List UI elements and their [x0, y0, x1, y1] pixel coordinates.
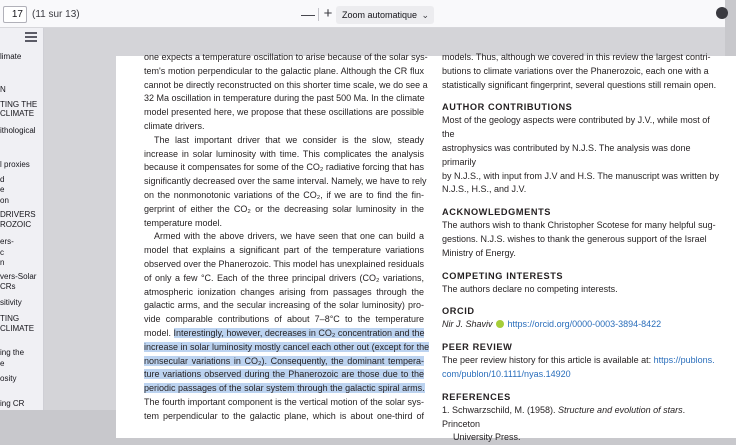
selected-text[interactable]: nonsecular variations in CO₂). Consequently, the dominant tempera- [144, 355, 424, 366]
text-line: 32 Ma oscillation in temperature during the past 500 Ma. In the climate [144, 93, 425, 104]
text-line: atmospheric ionization changes arising from passages through the [144, 286, 424, 297]
outline-item[interactable]: ing CR [0, 399, 25, 408]
text-line: on the nonmonotonic variations of the CO₂, if we are to find the fin- [144, 189, 424, 200]
page-number-input[interactable]: 17 [3, 6, 27, 23]
zoom-level-label: Zoom automatique [342, 10, 418, 20]
tools-icon[interactable] [716, 7, 728, 19]
text-line: models. Thus, although we covered in this review the largest contri- [442, 52, 711, 62]
outline-item[interactable]: ithological [0, 126, 36, 135]
orcid-link[interactable]: https://orcid.org/0000-0003-3894-8422 [507, 319, 662, 330]
reference-item [442, 404, 722, 432]
zoom-divider [318, 8, 319, 21]
text-line: significantly decreased over the same interval. Namely, we have to rely [144, 176, 427, 187]
text-line: The last important driver that we consider is the slow, steady [154, 134, 424, 145]
outline-item[interactable]: CLIMATE [0, 109, 35, 118]
peer-review-link[interactable]: com/publon/10.1111/nyas.14920 [442, 368, 571, 379]
outline-item[interactable]: ing the [0, 348, 25, 357]
text-line [144, 382, 424, 396]
text-line: The fourth important component is the vertical motion of the solar sys- [144, 396, 424, 407]
text-line: statistically significant fingerprint, several questions still remain open. [442, 79, 717, 90]
selected-text[interactable]: periodic passages of the solar system through the galactic spiral arms. [144, 383, 425, 394]
text-line: climate drivers. [144, 120, 205, 131]
text-line: gerprint of either the CO₂ or the decreasing solar luminosity in the [144, 203, 424, 214]
text-line: Armed with the above drivers, we have seen that one can build a [154, 231, 424, 242]
left-column [144, 51, 430, 424]
orcid-line [442, 318, 722, 332]
outline-item[interactable]: n [0, 258, 5, 267]
outline-item[interactable]: d [0, 175, 5, 184]
outline-item[interactable]: c [0, 248, 4, 257]
chevron-down-icon: ⌄ [421, 10, 429, 20]
right-column [442, 51, 722, 445]
text-line: butions to climate variations over the Phanerozoic, each one with a [442, 65, 709, 76]
outline-item[interactable]: vers-Solar [0, 272, 37, 281]
section-heading: ACKNOWLEDGMENTS [442, 207, 552, 218]
toolbar [0, 0, 725, 28]
outline-item[interactable]: TING [0, 314, 20, 323]
outline-item[interactable]: CRs [0, 282, 16, 291]
text-line: one expects a temperature oscillation to arise because of the solar sys- [144, 52, 428, 62]
text-line [442, 354, 722, 368]
text-run: model. [144, 327, 174, 338]
outline-item[interactable]: e [0, 359, 5, 368]
outline-item[interactable]: limate [0, 52, 22, 61]
zoom-out-button[interactable]: — [301, 6, 315, 22]
text-run: . Princeton [442, 404, 686, 429]
selected-text[interactable]: ture variations observed during the Phanerozoic are those due to the [144, 369, 424, 380]
outline-sidebar [0, 28, 44, 410]
author-name: Nir J. Shaviv [442, 319, 493, 330]
peer-review-link[interactable]: https://publons. [653, 355, 715, 366]
outline-item[interactable]: osity [0, 374, 17, 383]
zoom-select[interactable] [336, 6, 434, 24]
text-line: of only a few °C. Each of the three principal drivers (CO₂ variations, [144, 272, 424, 283]
selected-text[interactable]: increase in solar luminosity mostly cancel each other out (except for the [144, 341, 430, 352]
pdf-page [116, 52, 736, 443]
outline-item[interactable]: CLIMATE [0, 324, 35, 333]
text-line: temperature model. [144, 217, 223, 228]
text-run: 1. Schwarzschild, M. (1958). [442, 404, 559, 415]
text-line: model presented here, we propose that these oscillations are possible [144, 107, 424, 118]
text-line: tem perpendicular to the galactic plane, which is about one-third of [144, 410, 424, 421]
text-line: The authors declare no competing interests. [442, 283, 618, 294]
text-line: N.J.S., H.S., and J.V. [442, 184, 527, 195]
reference-item: University Press. [453, 432, 521, 443]
text-line: gestions. N.J.S. wishes to thank the generous support of the Israel [442, 233, 707, 244]
text-run: The peer review history for this article is available at: [442, 355, 654, 366]
text-line: tem's motion perpendicular to the galactic plane. Although the CR flux [144, 65, 424, 76]
section-heading: REFERENCES [442, 391, 511, 402]
text-line: galactic arms, and the secular increasing of the solar luminosity) pro- [144, 300, 424, 311]
zoom-in-button[interactable]: + [323, 5, 333, 22]
text-line: by N.J.S., with input from J.V and H.S. The manuscript was written by [442, 170, 719, 181]
text-line [144, 341, 430, 355]
outline-item[interactable]: N [0, 85, 6, 94]
text-line: increase in solar luminosity with time. This complicates the analysis [144, 148, 424, 159]
outline-item[interactable]: TING THE [0, 100, 38, 109]
text-line [144, 368, 424, 382]
text-line [144, 355, 424, 369]
text-line: cannot be directly reconstructed on this shorter time scale, we do see a [144, 79, 428, 90]
outline-item[interactable]: l proxies [0, 160, 30, 169]
document-viewport[interactable] [44, 28, 725, 443]
outline-item[interactable]: on [0, 196, 9, 205]
outline-item[interactable]: e [0, 185, 5, 194]
text-line: astrophysics was contributed by N.J.S. The analysis was done primarily [442, 142, 691, 167]
section-heading: COMPETING INTERESTS [442, 270, 564, 281]
text-line: because it compensates for some of the CO₂ radiative forcing that has [144, 162, 424, 173]
text-line: observed over the Phanerozoic. This model has unexplained residuals [144, 258, 425, 269]
page-count: (11 sur 13) [32, 9, 80, 20]
section-heading: AUTHOR CONTRIBUTIONS [442, 102, 573, 113]
section-heading: ORCID [442, 306, 475, 317]
text-line: Most of the geology aspects were contributed by J.V., while most of the [442, 115, 710, 140]
section-heading: PEER REVIEW [442, 342, 513, 353]
reference-title: Structure and evolution of stars [558, 404, 683, 415]
orcid-icon [496, 320, 504, 328]
text-line [442, 368, 722, 382]
outline-item[interactable]: DRIVERS [0, 210, 36, 219]
outline-list-icon[interactable] [25, 32, 37, 44]
text-line: model that explains a significant part of the temperature variations [144, 245, 424, 256]
text-line: The authors wish to thank Christopher Scotese for many helpful sug- [442, 220, 716, 231]
text-line [144, 327, 424, 341]
outline-item[interactable]: ers- [0, 237, 14, 246]
text-line: vide comparable contributions of about 7–8°C to the temperature [144, 314, 424, 325]
selected-text[interactable]: Interestingly, however, decreases in CO₂ concentration and the [173, 327, 425, 338]
outline-item[interactable]: sitivity [0, 298, 22, 307]
text-line: Ministry of Energy. [442, 247, 516, 258]
outline-item[interactable]: ROZOIC [0, 220, 32, 229]
